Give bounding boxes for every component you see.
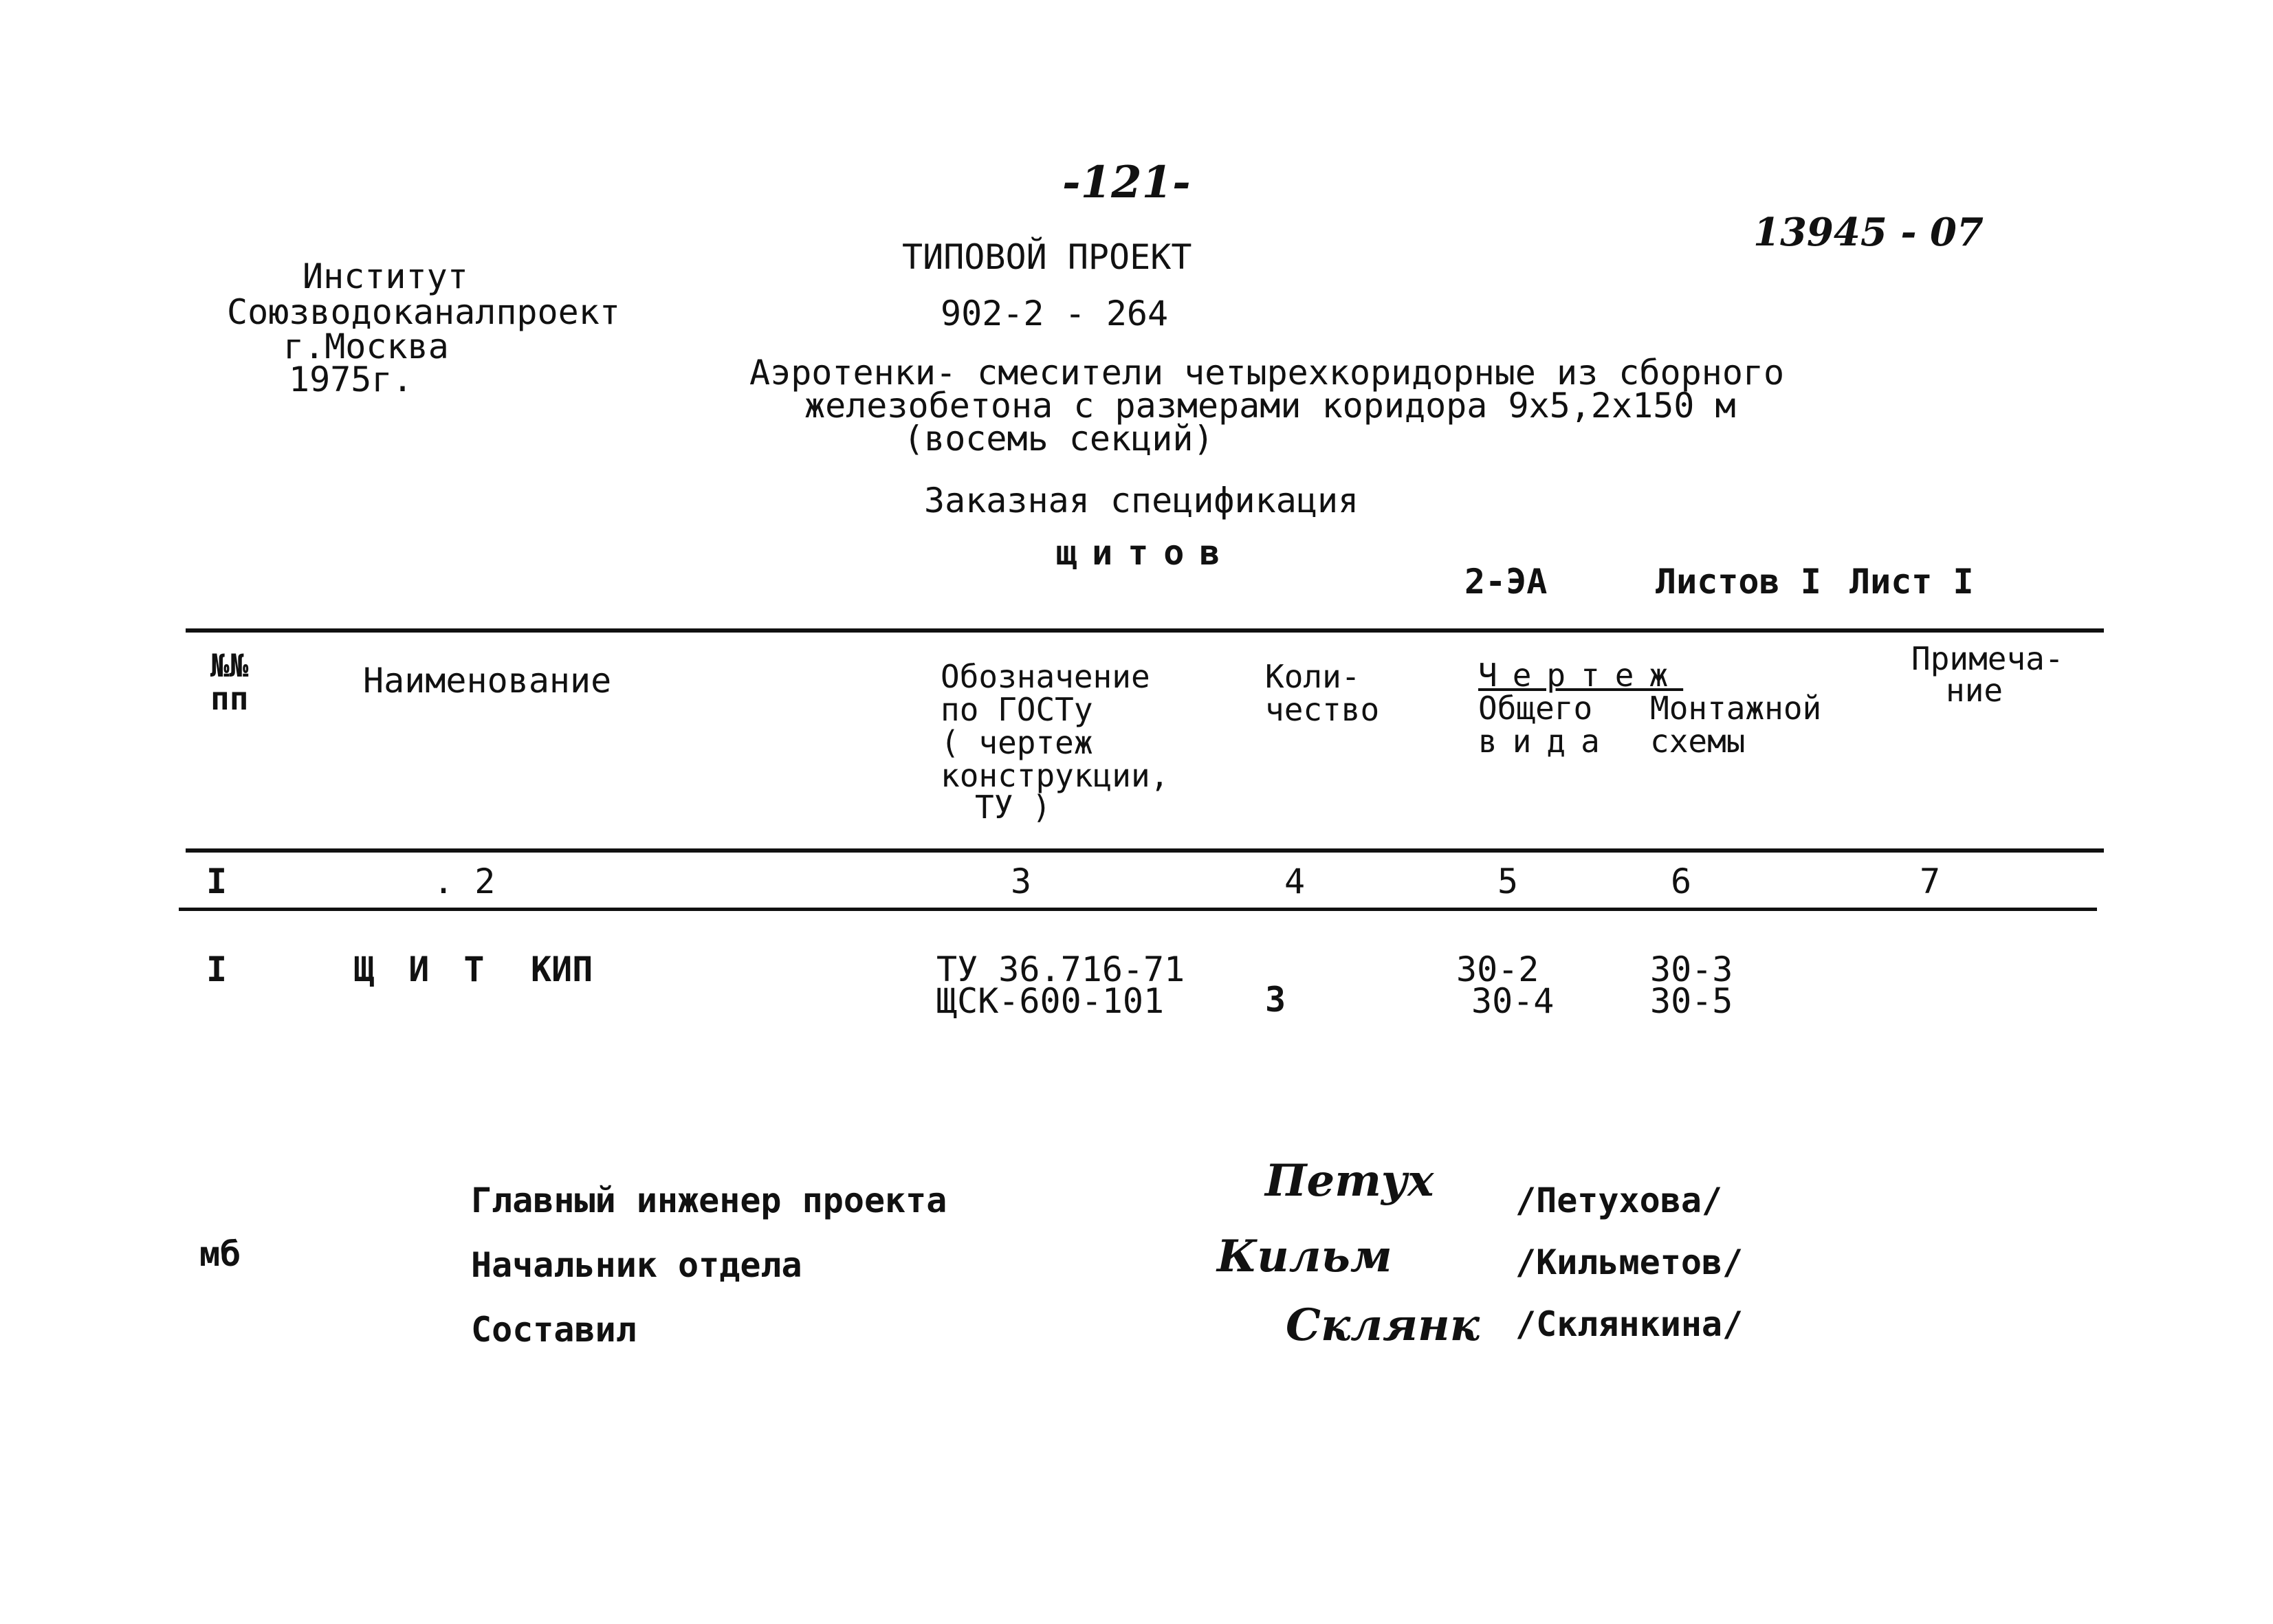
chief-engineer-name: /Петухова/ — [1515, 1181, 1723, 1220]
header-designation-l1: Обозначение — [941, 658, 1150, 695]
header-mount-l2: схемы — [1650, 723, 1746, 760]
row-designation-l1: ТУ 36.716-71 — [936, 950, 1185, 989]
col-number-5: 5 — [1497, 862, 1519, 901]
header-designation-l5: ТУ ) — [975, 789, 1051, 826]
department-head-title: Начальник отдела — [471, 1245, 802, 1285]
page-number: -121- — [1062, 157, 1191, 208]
row-designation-l2: ЩСК-600-101 — [936, 981, 1165, 1021]
spec-title: Заказная спецификация — [924, 481, 1359, 520]
header-general-l1: Общего — [1478, 690, 1593, 727]
row-name: Щ И Т — [353, 950, 492, 989]
compiler-name: /Склянкина/ — [1515, 1304, 1744, 1344]
row-num: I — [206, 950, 228, 989]
col-number-1: I — [206, 862, 228, 901]
header-drawing: Чертеж — [1478, 657, 1684, 694]
chief-engineer-title: Главный инженер проекта — [471, 1181, 947, 1220]
col-number-7: 7 — [1920, 862, 1941, 901]
sheet-number: Лист I — [1849, 562, 1974, 602]
header-mount-l1: Монтажной — [1650, 690, 1822, 727]
project-title-line2: железобетона с размерами коридора 9x5,2x150 м — [804, 386, 1736, 426]
row-general-l1: 30-2 — [1456, 950, 1539, 989]
header-qty-l1: Коли- — [1265, 658, 1361, 695]
header-num: №№ пп — [210, 647, 249, 717]
row-qty: 3 — [1265, 980, 1286, 1020]
header-name: Наименование — [363, 661, 612, 701]
col-number-2: . 2 — [433, 862, 496, 901]
project-title-line3: (восемь секций) — [903, 419, 1214, 459]
spec-code: 2-ЭА — [1464, 562, 1548, 602]
header-designation-l4: конструкции, — [941, 757, 1170, 794]
spec-subtitle: щитов — [1056, 533, 1236, 573]
header-designation-l3: ( чертеж — [941, 724, 1093, 761]
table-top-rule — [186, 628, 2104, 633]
signature-petukhova: Петух — [1265, 1155, 1434, 1207]
institute-name: Институт — [303, 256, 468, 296]
header-bottom-rule — [186, 848, 2104, 853]
institute-year: 1975г. — [289, 360, 413, 399]
header-designation-l2: по ГОСТу — [941, 691, 1093, 728]
institute-city: г.Москва — [283, 327, 449, 366]
project-label: ТИПОВОЙ ПРОЕКТ — [902, 237, 1192, 277]
signature-sklyankina: Склянк — [1286, 1299, 1480, 1351]
compiler-title: Составил — [471, 1310, 637, 1350]
row-mount-l1: 30-3 — [1650, 950, 1733, 989]
project-number: 902-2 - 264 — [941, 294, 1169, 333]
row-mount-l2: 30-5 — [1650, 981, 1733, 1021]
institute-org: Союзводоканалпроект — [227, 292, 620, 332]
department-head-name: /Кильметов/ — [1515, 1242, 1744, 1282]
col-number-6: 6 — [1671, 862, 1692, 901]
archive-number: 13945 - 07 — [1753, 210, 1984, 255]
col-numbers-rule — [179, 908, 2097, 911]
row-name-kip: КИП — [531, 950, 593, 989]
sheets-count: Листов I — [1656, 562, 1821, 602]
header-general-l2: вида — [1478, 723, 1615, 760]
signature-kilmetov: Кильм — [1217, 1231, 1392, 1282]
header-qty-l2: чество — [1265, 691, 1380, 728]
col-number-4: 4 — [1284, 862, 1306, 901]
header-note-l2: ние — [1946, 672, 2003, 709]
header-note-l1: Примеча- — [1911, 640, 2064, 677]
col-number-3: 3 — [1011, 862, 1032, 901]
mark-mb: мб — [199, 1234, 241, 1274]
project-title-line1: Аэротенки- смесители четырехкоридорные из сборного — [749, 353, 1785, 393]
row-general-l2: 30-4 — [1471, 981, 1555, 1021]
